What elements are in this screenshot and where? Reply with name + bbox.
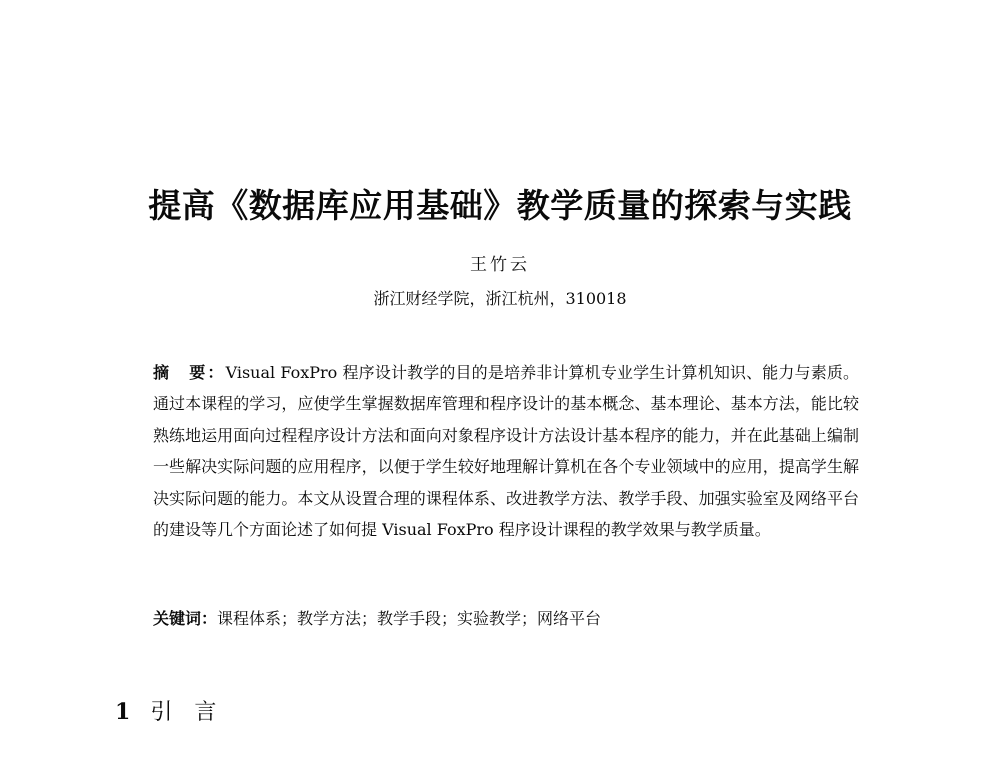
keywords-text: 课程体系；教学方法；教学手段；实验教学；网络平台 <box>217 609 602 628</box>
keywords-block <box>153 605 859 633</box>
abstract-block <box>153 357 859 545</box>
section-title: 引言 <box>150 700 239 725</box>
author-affiliation: 浙江财经学院，浙江杭州，310018 <box>373 289 627 308</box>
keywords-label: 关键词： <box>153 609 218 628</box>
section-heading <box>115 697 238 728</box>
paper-title: 提高《数据库应用基础》教学质量的探索与实践 <box>148 186 852 225</box>
abstract-text: Visual FoxPro 程序设计教学的目的是培养非计算机专业学生计算机知识、能力与素质。通过本课程的学习，应使学生掌握数据库管理和程序设计的基本概念、基本理论、基本方法，能比较熟练地运用面向过程程序设计方法和面向对象程序设计方法设计基本程序的能力，并在此基础上编制一些解决实际问题的应用程序，以便于学生较好地理解计算机在各个专业领域中的应用，提高学生解决实际问题的能力。本文从设置合理的课程体系、改进教学方法、教学手段、加强实验室及网络平台的建设等几个方面论述了如何提 Visual FoxPro 程序设计课程的教学效果与教学质量。 <box>153 363 859 540</box>
section-number: 1 <box>115 699 131 725</box>
abstract-label: 摘 要： <box>153 363 226 382</box>
author-name: 王竹云 <box>470 255 530 275</box>
